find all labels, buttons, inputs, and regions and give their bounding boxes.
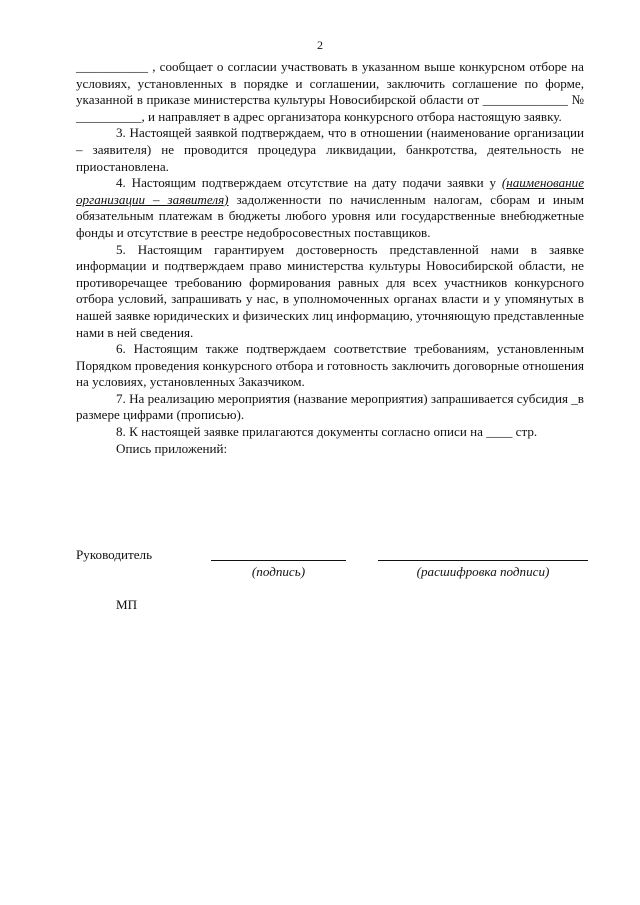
signature-block — [76, 547, 596, 587]
paragraph-4 — [76, 175, 584, 241]
paragraph-3: 3. Настоящей заявкой подтверждаем, что в отношении (наименование организации – заявителя) не проводится процедура ликвидации, банкротства, деятельность не приостановлена. — [76, 125, 584, 174]
document-body — [76, 59, 584, 457]
paragraph-8: 8. К настоящей заявке прилагаются документы согласно описи на ____ стр. — [116, 424, 538, 440]
signature-name-caption: (расшифровка подписи) — [416, 564, 550, 579]
signature-name-line — [378, 560, 588, 561]
signature-role-label: Руководитель — [76, 547, 153, 562]
applicant-name-placeholder: (наименование организации – заявителя) — [76, 175, 584, 207]
paragraph-7: 7. На реализацию мероприятия (название мероприятия) запрашивается субсидия _в размере цифрами (прописью). — [76, 390, 584, 423]
stamp-label: МП — [116, 597, 138, 612]
page-number: 2 — [317, 38, 323, 52]
paragraph-6: 6. Настоящим также подтверждаем соответствие требованиям, установленным Порядком проведения конкурсного отбора и готовность заключить договорные отношения на условиях, установленных Заказчиком. — [76, 341, 584, 390]
paragraph-5: 5. Настоящим гарантируем достоверность представленной нами в заявке информации и подтверждаем право министерства культуры Новосибирской области, не противоречащее требованию формирования равных для всех участников конкурсного отбора условий, запрашивать у нас, в уполномоченных органах власти и у упомянутых в нашей заявке юридических и физических лиц информацию, уточняющую представленные нами в ней сведения. — [76, 241, 584, 340]
attachments-list-label: Опись приложений: — [116, 440, 228, 456]
signature-caption: (подпись) — [251, 564, 306, 579]
paragraph-consent: ___________ , сообщает о согласии участвовать в указанном выше конкурсном отборе на условиях, установленных в порядке и соглашении, заключить соглашение по форме, указанной в приказе министерства культуры Новосибирской области от _____________ № __________, и направляет в адрес организатора конкурсного отбора настоящую заявку. — [76, 59, 584, 124]
paragraph-4-end: задолженности по начисленным налогам, сборам и иным обязательным платежам в бюджеты любого уровня или государственные внебюджетные фонды и отсутствие в реестре недобросовестных поставщиков. — [76, 191, 584, 240]
paragraph-4-start: 4. Настоящим подтверждаем отсутствие на дату подачи заявки у — [116, 175, 502, 191]
signature-line — [211, 560, 346, 561]
